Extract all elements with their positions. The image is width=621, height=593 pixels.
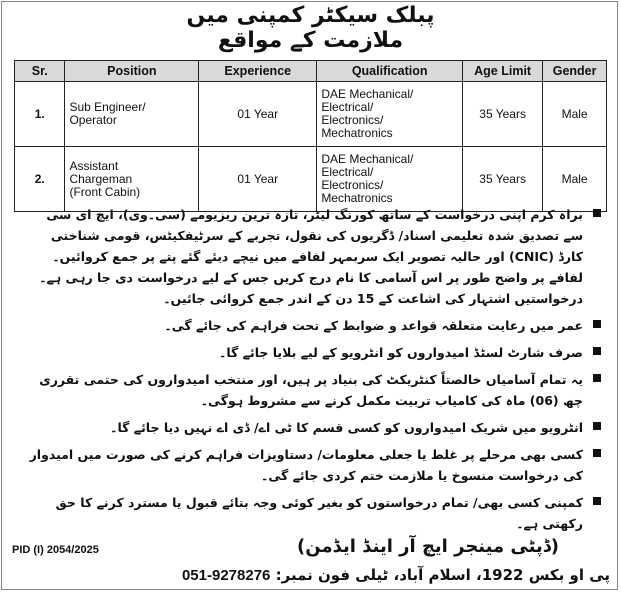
cell-age-limit: 35 Years	[463, 82, 543, 147]
cell-sr: 2.	[15, 147, 65, 212]
cell-sr: 1.	[15, 82, 65, 147]
qualification-line: Electrical/	[321, 165, 374, 179]
list-item	[26, 342, 601, 363]
bullet-square-icon	[593, 374, 601, 382]
term-text: براہ کرم اپنی درخواست کے ساتھ کورنگ لیٹر، تازہ ترین ریزیومے (سی۔وی)، ایچ ای سی سے تصدیق شدہ تعلیمی اسناد/ ڈگریوں کی نقول، تجربے کے سرٹیفکیٹس، قومی شناختی کارڈ (CNIC) اور حالیہ تصویر ایک سربمہر لفافے میں نیچے دیئے گئے پتے پر جمع کروائیں۔ لفافے پر واضح طور پر اس آسامی کا نام درج کریں جس کے لیے درخواست دی جا رہی ہے۔ درخواستیں اشتہار کی اشاعت کے 15 دن کے اندر جمع کروائی جائیں۔	[39, 207, 583, 306]
cell-qualification	[317, 82, 463, 147]
list-item	[26, 444, 601, 486]
table-header-row	[15, 61, 607, 82]
bullet-square-icon	[593, 449, 601, 457]
pid-number: PID (I) 2054/2025	[12, 544, 99, 556]
cell-gender: Male	[543, 82, 607, 147]
phone-number: 051-9278276	[181, 567, 271, 584]
cell-experience: 01 Year	[199, 147, 317, 212]
qualification-line: Mechatronics	[321, 126, 393, 140]
bullet-square-icon	[593, 422, 601, 430]
cell-qualification	[317, 147, 463, 212]
qualification-line: DAE Mechanical/	[321, 152, 414, 166]
terms-list	[26, 204, 601, 534]
position-line: (Front Cabin)	[69, 184, 141, 199]
bullet-square-icon	[593, 497, 601, 505]
position-line: Operator	[69, 113, 117, 127]
cell-position	[65, 147, 199, 212]
qualification-line: Electronics/	[321, 113, 384, 127]
position-line: Assistant	[69, 158, 119, 173]
term-text: کسی بھی مرحلے پر غلط یا جعلی معلومات/ دستاویزات فراہم کرنے کی صورت میں امیدوار کی درخواست منسوخ یا ملازمت ختم کردی جائے گی۔	[29, 447, 583, 483]
qualification-line: Electrical/	[321, 100, 374, 114]
ad-header	[0, 4, 621, 54]
col-qualification: Qualification	[317, 61, 463, 82]
list-item	[26, 492, 601, 534]
col-experience: Experience	[199, 61, 317, 82]
term-text: یہ تمام آسامیاں خالصتاً کنٹریکٹ کی بنیاد پر ہیں، اور منتخب امیدواروں کی حتمی تقرری چھ (06) ماہ کی کامیاب تربیت مکمل کرنے سے مشروط ہوگی۔	[39, 372, 583, 408]
position-line: Chargeman	[69, 171, 133, 186]
col-sr: Sr.	[15, 61, 65, 82]
positions-table	[14, 60, 607, 212]
term-text: کمپنی کسی بھی/ تمام درخواستوں کو بغیر کوئی وجہ بتائے قبول یا مسترد کرنے کا حق رکھتی ہے۔	[55, 495, 583, 531]
issuing-office: (ڈپٹی مینجر ایچ آر اینڈ ایڈمن)	[297, 536, 559, 557]
list-item	[26, 417, 601, 438]
cell-experience: 01 Year	[199, 82, 317, 147]
header-line-1: پبلک سیکٹر کمپنی میں	[186, 3, 435, 28]
header-line-2: ملازمت کے مواقع	[217, 28, 404, 53]
term-text: صرف شارٹ لسٹڈ امیدواروں کو انٹرویو کے لیے بلایا جائے گا۔	[219, 345, 583, 360]
cell-position	[65, 82, 199, 147]
col-gender: Gender	[543, 61, 607, 82]
position-line: Sub Engineer/	[69, 100, 146, 114]
address-text: پی او بکس 1922، اسلام آباد، ٹیلی فون نمبر:	[275, 566, 610, 584]
col-age-limit: Age Limit	[463, 61, 543, 82]
cell-gender: Male	[543, 147, 607, 212]
term-text: عمر میں رعایت متعلقہ قواعد و ضوابط کے تحت فراہم کی جائے گی۔	[164, 318, 583, 333]
bullet-square-icon	[593, 347, 601, 355]
bullet-square-icon	[593, 209, 601, 217]
col-position: Position	[65, 61, 199, 82]
contact-address	[10, 566, 610, 584]
qualification-line: DAE Mechanical/	[321, 87, 414, 101]
term-text: انٹرویو میں شریک امیدواروں کو کسی قسم کا ٹی اے/ ڈی اے نہیں دیا جائے گا۔	[110, 420, 583, 435]
list-item	[26, 369, 601, 411]
table-row	[15, 82, 607, 147]
terms-and-conditions	[26, 204, 601, 540]
list-item	[26, 204, 601, 309]
list-item	[26, 315, 601, 336]
table-row	[15, 147, 607, 212]
bullet-square-icon	[593, 320, 601, 328]
cell-age-limit: 35 Years	[463, 147, 543, 212]
qualification-line: Electronics/	[321, 178, 384, 192]
qualification-line: Mechatronics	[321, 191, 393, 205]
